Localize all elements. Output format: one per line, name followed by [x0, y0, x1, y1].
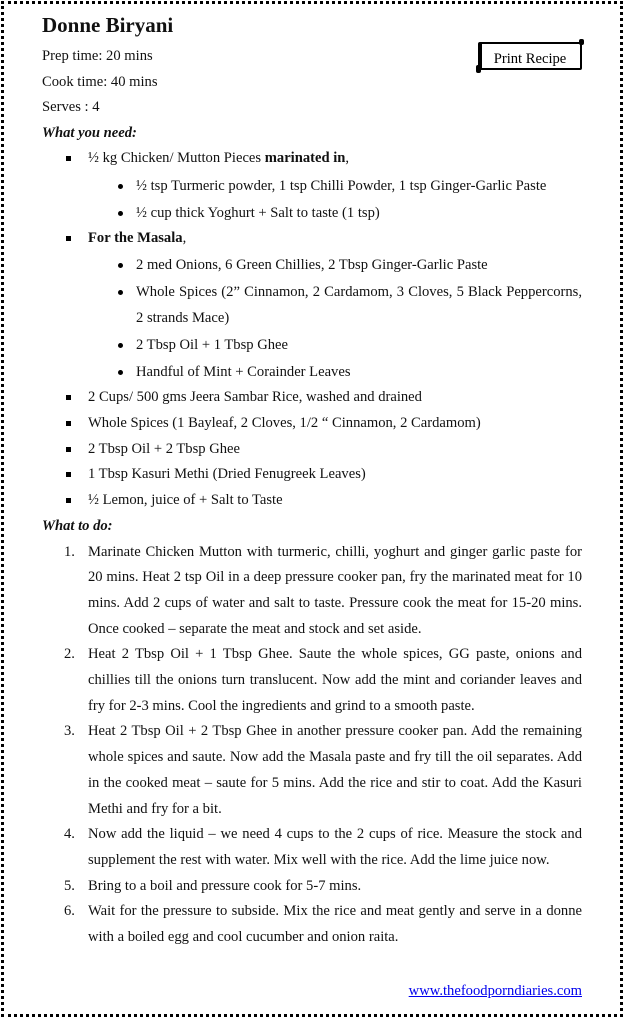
square-bullet-icon — [66, 236, 71, 241]
step-item: 3. Heat 2 Tbsp Oil + 2 Tbsp Ghee in another pressure cooker pan. Add the remaining whole spices and saute. Now add the Masala paste and fry till the oil separates. Add in the cooked meat – saute for 5 mins. Add the rice and stir to coat. Add the Kasuri Methi and fry for a bit. — [64, 723, 582, 817]
list-item: ½ tsp Turmeric powder, 1 tsp Chilli Powder, 1 tsp Ginger-Garlic Paste — [42, 173, 582, 199]
step-item: 5. Bring to a boil and pressure cook for 5-7 mins. — [64, 877, 362, 894]
square-bullet-icon — [66, 472, 71, 477]
ingredient-list — [42, 146, 582, 514]
prep-time: Prep time: 20 mins — [42, 48, 153, 64]
list-item: For the Masala, — [42, 226, 582, 252]
step-item: 4. Now add the liquid – we need 4 cups to the 2 cups of rice. Measure the stock and supplement the rest with water. Mix well with the rice. Add the lime juice now. — [64, 826, 582, 868]
list-item: ½ kg Chicken/ Mutton Pieces marinated in, — [42, 146, 582, 172]
bullet-icon — [118, 263, 123, 268]
list-item: Whole Spices (2” Cinnamon, 2 Cardamom, 3 Cloves, 5 Black Peppercorns, 2 strands Mace) — [42, 279, 582, 331]
step-item: 1. Marinate Chicken Mutton with turmeric, chilli, yoghurt and ginger garlic paste for 20 mins. Heat 2 tsp Oil in a deep pressure cooker pan, fry the marinated meat for 10 mins. Add 2 cups of water and salt to taste. Pressure cook the meat for 15-20 mins. Once cooked – separate the meat and stock and set aside. — [64, 543, 582, 637]
list-item: Whole Spices (1 Bayleaf, 2 Cloves, 1/2 “ Cinnamon, 2 Cardamom) — [42, 411, 582, 437]
list-item: 1 Tbsp Kasuri Methi (Dried Fenugreek Leaves) — [42, 462, 582, 488]
square-bullet-icon — [66, 395, 71, 400]
print-recipe-button[interactable]: Print Recipe — [478, 42, 582, 70]
bullet-icon — [118, 343, 123, 348]
list-item: 2 Tbsp Oil + 1 Tbsp Ghee — [42, 332, 582, 358]
square-bullet-icon — [66, 447, 71, 452]
list-item: 2 Tbsp Oil + 2 Tbsp Ghee — [42, 437, 582, 463]
serves: Serves : 4 — [42, 99, 100, 116]
list-item: 2 med Onions, 6 Green Chillies, 2 Tbsp Ginger-Garlic Paste — [42, 252, 582, 278]
list-item: ½ cup thick Yoghurt + Salt to taste (1 tsp) — [42, 200, 582, 226]
step-item: 2. Heat 2 Tbsp Oil + 1 Tbsp Ghee. Saute the whole spices, GG paste, onions and chillies till the onions turn translucent. Now add the mint and coriander leaves and fry for 2-3 mins. Cool the ingredients and grind to a smooth paste. — [64, 646, 582, 714]
list-item: Handful of Mint + Corainder Leaves — [42, 359, 582, 385]
square-bullet-icon — [66, 498, 71, 503]
recipe — [42, 10, 582, 951]
bullet-icon — [118, 184, 123, 189]
square-bullet-icon — [66, 421, 71, 426]
bullet-icon — [118, 290, 123, 295]
steps-heading: What to do: — [42, 517, 113, 534]
website-link[interactable]: www.thefoodporndiaries.com — [408, 983, 582, 999]
list-item: ½ Lemon, juice of + Salt to Taste — [42, 488, 582, 514]
bullet-icon — [118, 370, 123, 375]
recipe-title: Donne Biryani — [42, 13, 174, 37]
list-item: 2 Cups/ 500 gms Jeera Sambar Rice, washed and drained — [42, 385, 582, 411]
ingredients-heading: What you need: — [42, 124, 137, 141]
cook-time: Cook time: 40 mins — [42, 73, 158, 90]
square-bullet-icon — [66, 156, 71, 161]
step-list — [42, 540, 582, 951]
step-item: 6. Wait for the pressure to subside. Mix the rice and meat gently and serve in a donne with a boiled egg and cool cucumber and onion raita. — [64, 903, 582, 946]
bullet-icon — [118, 211, 123, 216]
